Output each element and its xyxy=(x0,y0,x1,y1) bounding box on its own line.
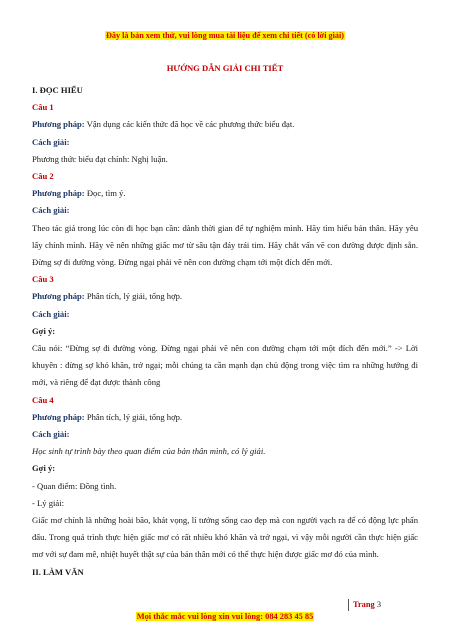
page-label: Trang xyxy=(353,600,375,609)
hint-label-3: Gợi ý: xyxy=(32,325,56,336)
method-label: Phương pháp: xyxy=(32,291,85,302)
method-line-2 xyxy=(32,185,418,202)
question-heading-1: Câu 1 xyxy=(32,102,54,113)
solution-text-1: Phương thức biểu đạt chính: Nghị luận. xyxy=(32,153,168,164)
method-text: Phân tích, lý giải, tổng hợp. xyxy=(84,291,183,302)
method-line-3 xyxy=(32,288,418,305)
method-text: Vận dụng các kiến thức đã học về các phương thức biểu đạt. xyxy=(84,119,295,130)
point-2: - Lý giải: xyxy=(32,497,64,508)
question-heading-3: Câu 3 xyxy=(32,274,54,285)
page-title: HƯỚNG DẪN GIẢI CHI TIẾT xyxy=(166,63,284,73)
section-heading-reading: I. ĐỌC HIỂU xyxy=(32,85,83,95)
section-heading-writing: II. LÀM VĂN xyxy=(32,566,84,577)
method-label: Phương pháp: xyxy=(32,411,85,422)
method-text: Đọc, tìm ý. xyxy=(84,188,126,199)
method-text: Phân tích, lý giải, tổng hợp. xyxy=(84,411,183,422)
method-line-1 xyxy=(32,116,418,133)
solution-label-4: Cách giải: xyxy=(32,429,70,440)
document-body xyxy=(32,82,418,581)
method-label: Phương pháp: xyxy=(32,188,85,199)
page-number-divider xyxy=(348,599,349,611)
point-1: - Quan điểm: Đồng tình. xyxy=(32,480,117,491)
question-heading-4: Câu 4 xyxy=(32,394,54,405)
solution-label-2: Cách giải: xyxy=(32,205,70,216)
contact-text: Mọi thắc mắc vui lòng xin vui lòng: 084 283 45 85 xyxy=(136,612,314,621)
footer-contact xyxy=(0,612,450,621)
method-label: Phương pháp: xyxy=(32,119,85,130)
question-heading-2: Câu 2 xyxy=(32,171,54,182)
page-number xyxy=(353,600,381,609)
page-number-value: 3 xyxy=(376,600,381,609)
solution-text-4: Học sinh tự trình bày theo quan điểm của bản thân mình, có lý giải. xyxy=(32,446,266,457)
solution-label-3: Cách giải: xyxy=(32,308,70,319)
hint-label-4: Gợi ý: xyxy=(32,463,56,474)
hint-text-3: Câu nói: “Đừng sợ đi đường vòng. Đừng ngại phải vẽ nên con đường chạm tới một đích đến mới.” -> Lời khuyên : đừng sợ khó khăn, trở ngại; mỗi chúng ta cần mạnh dạn chủ động trong việc tìm ra những hướng đi mới, và riêng để đạt được thành công xyxy=(32,343,418,388)
solution-text-2: Theo tác giả trong lúc còn đi học bạn cần: dành thời gian để tự nghiệm mình. Hãy tìm hiểu bản thân. Hãy yêu lấy chính mình. Hãy vẽ nên những giấc mơ từ sâu tận đáy trái tim. Hãy chắt vấn vẽ con đường được định sẵn. Đừng sợ đi đường vòng. Đừng ngại phải vẽ nên con đường chạm tới một đích đến mới. xyxy=(32,222,418,268)
method-line-4 xyxy=(32,409,418,426)
solution-label-1: Cách giải: xyxy=(32,136,70,147)
preview-notice: Đây là bản xem thử, vui lòng mua tài liệu để xem chi tiết (có lời giải) xyxy=(105,31,345,40)
explanation-text: Giấc mơ chính là những hoài bão, khát vọng, lí tưởng sống cao đẹp mà con người vạch ra để có động lực phấn đấu. Trong quá trình thực hiện giấc mơ có rất nhiều khó khăn và trở ngại, vì vậy mỗi người cần thực hiện giấc mơ với sự đam mê, nhiệt huyết thật sự của bản thân mới có thể thực hiện được giấc mơ đó của mình. xyxy=(32,515,418,560)
